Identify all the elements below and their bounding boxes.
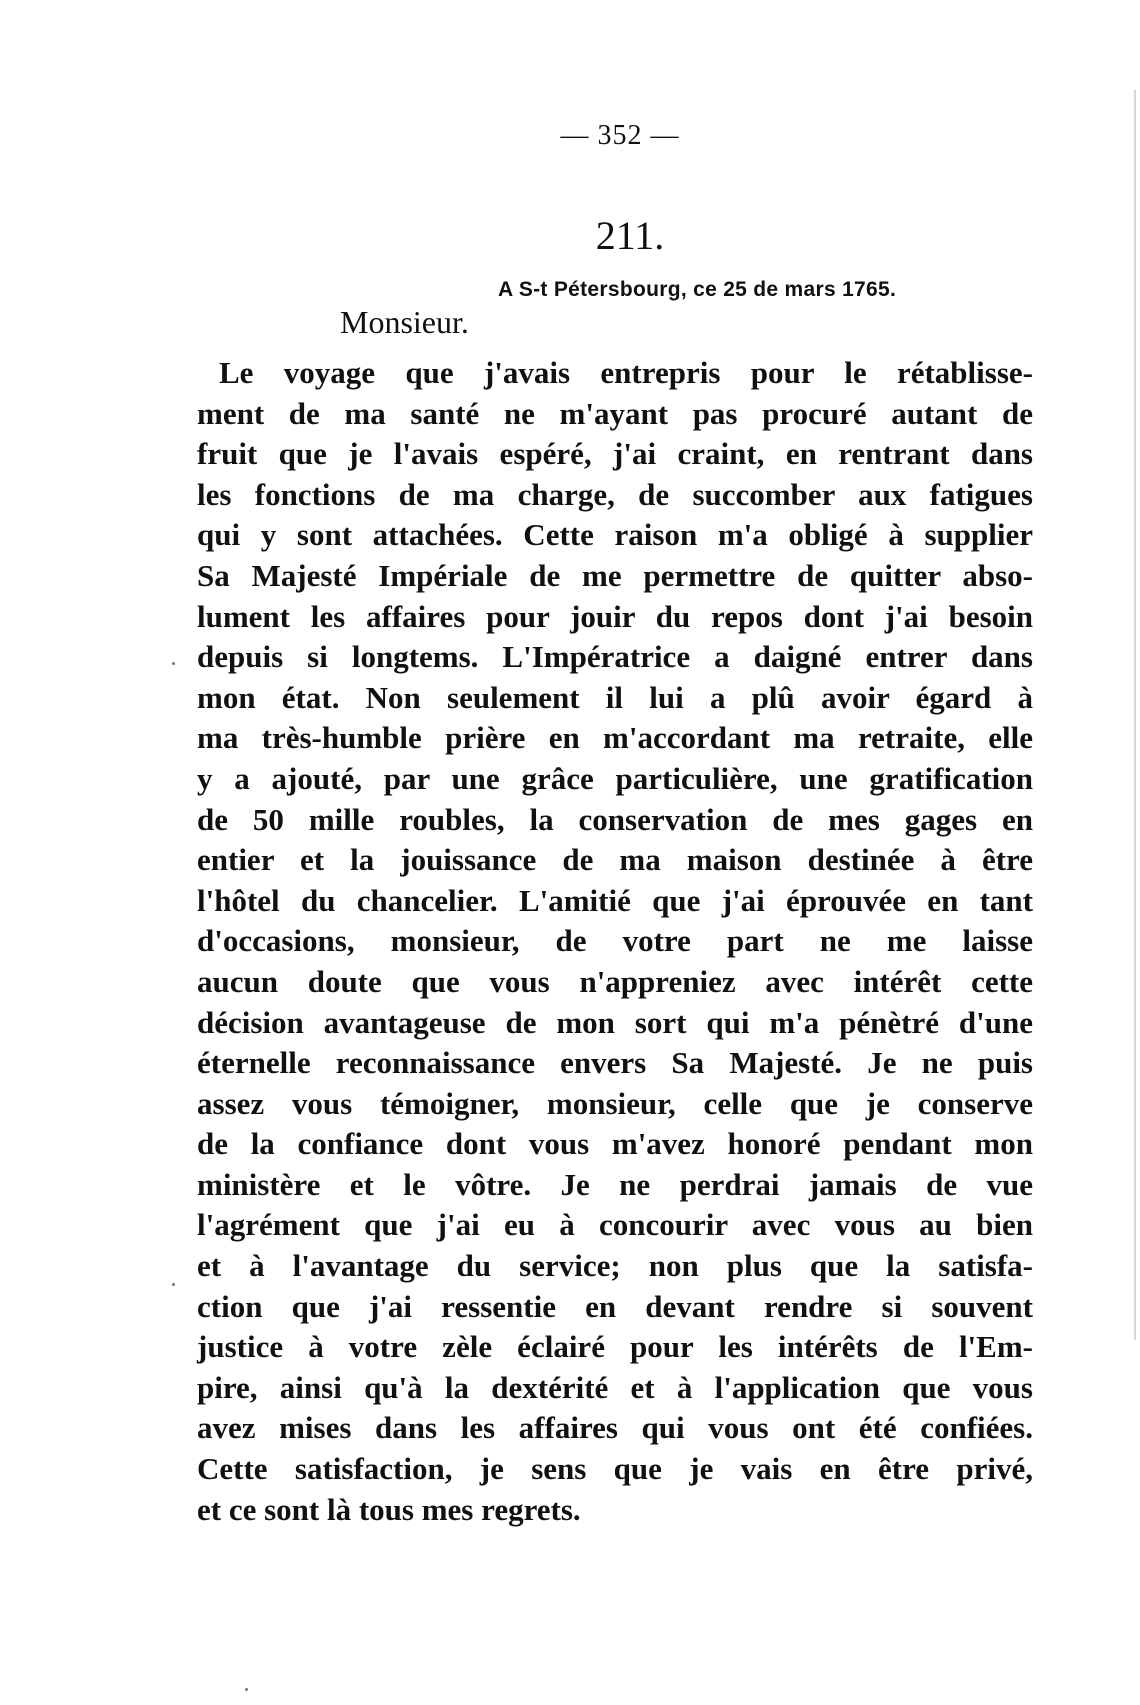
text-line: depuis si longtems. L'Impératrice a daigné entrer dans (197, 639, 1033, 675)
text-line: Cette satisfaction, je sens que je vais en être privé, (197, 1451, 1033, 1487)
text-line: éternelle reconnaissance envers Sa Majesté. Je ne puis (197, 1045, 1033, 1081)
text-line: ma très-humble prière en m'accordant ma retraite, elle (197, 720, 1033, 756)
text-line: de la confiance dont vous m'avez honoré pendant mon (197, 1126, 1033, 1162)
text-line: y a ajouté, par une grâce particulière, une gratification (197, 760, 1033, 796)
text-line: avez mises dans les affaires qui vous ont été confiées. (197, 1410, 1033, 1446)
text-line: lument les affaires pour jouir du repos dont j'ai besoin (197, 598, 1033, 634)
scan-speck (245, 1688, 248, 1691)
text-line: assez vous témoigner, monsieur, celle que je conserve (197, 1085, 1033, 1121)
text-line: ment de ma santé ne m'ayant pas procuré autant de (197, 395, 1033, 431)
dateline: A S-t Pétersbourg, ce 25 de mars 1765. (498, 278, 897, 301)
text-line: d'occasions, monsieur, de votre part ne me laisse (197, 923, 1033, 959)
text-line: Le voyage que j'avais entrepris pour le rétablisse- (219, 355, 1033, 390)
text-line: l'hôtel du chancelier. L'amitié que j'ai éprouvée en tant (197, 882, 1033, 918)
letter-body (197, 353, 1033, 1530)
text-line: justice à votre zèle éclairé pour les intérêts de l'Em- (197, 1329, 1033, 1365)
scan-speck (172, 662, 175, 665)
text-line: aucun doute que vous n'appreniez avec intérêt cette (197, 963, 1033, 999)
text-line: de 50 mille roubles, la conservation de mes gages en (197, 801, 1033, 837)
text-line: décision avantageuse de mon sort qui m'a pénètré d'une (197, 1004, 1033, 1040)
text-line: qui y sont attachées. Cette raison m'a obligé à supplier (197, 517, 1033, 553)
text-line: ministère et le vôtre. Je ne perdrai jamais de vue (197, 1166, 1033, 1202)
text-line: les fonctions de ma charge, de succomber aux fatigues (197, 476, 1033, 512)
page-number: — 352 — (560, 120, 680, 151)
text-line: l'agrément que j'ai eu à concourir avec vous au bien (197, 1207, 1033, 1243)
text-line: ction que j'ai ressentie en devant rendre si souvent (197, 1288, 1033, 1324)
text-line: entier et la jouissance de ma maison destinée à être (197, 842, 1033, 878)
text-line: et à l'avantage du service; non plus que la satisfa- (197, 1248, 1033, 1284)
text-line: pire, ainsi qu'à la dextérité et à l'application que vous (197, 1369, 1033, 1405)
text-line: mon état. Non seulement il lui a plû avoir égard à (197, 679, 1033, 715)
text-line: Sa Majesté Impériale de me permettre de quitter abso- (197, 557, 1033, 593)
page-edge-shadow (1134, 90, 1136, 1340)
text-line: fruit que je l'avais espéré, j'ai craint, en rentrant dans (197, 436, 1033, 472)
salutation: Monsieur. (340, 304, 469, 340)
letter-number: 211. (595, 213, 665, 258)
text-line: et ce sont là tous mes regrets. (197, 1491, 581, 1527)
scan-speck (172, 1283, 175, 1286)
